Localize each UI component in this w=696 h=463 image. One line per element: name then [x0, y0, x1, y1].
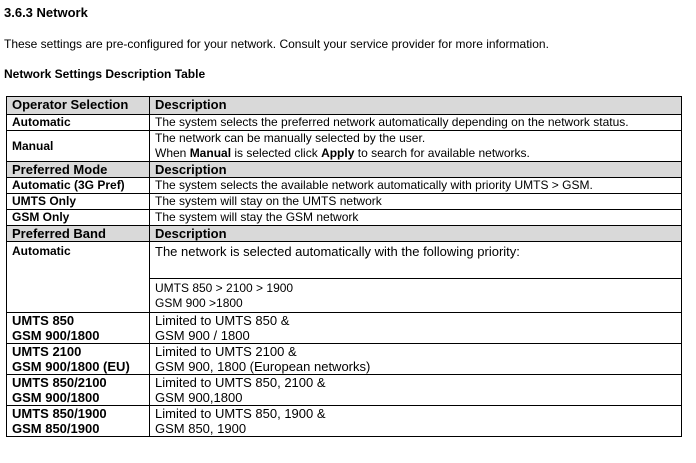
intro-text: These settings are pre-configured for your network. Consult your service provider for more information.	[4, 37, 549, 51]
header-cell: Preferred Mode	[7, 162, 150, 178]
header-cell: Description	[150, 226, 682, 242]
row-description	[150, 279, 682, 313]
preferred-mode-header-row	[7, 162, 682, 178]
header-cell: Operator Selection	[7, 97, 150, 115]
section-heading: 3.6.3 Network	[4, 5, 88, 20]
table-row	[7, 406, 682, 437]
row-label: Automatic	[7, 242, 150, 313]
table-row	[7, 194, 682, 210]
row-description: Limited to UMTS 2100 & GSM 900, 1800 (European networks)	[150, 344, 682, 375]
row-description	[150, 131, 682, 162]
network-settings-table	[6, 96, 682, 437]
table-row	[7, 375, 682, 406]
row-description: Limited to UMTS 850, 1900 & GSM 850, 1900	[150, 406, 682, 437]
row-description: The system selects the available network automatically with priority UMTS > GSM.	[150, 178, 682, 194]
row-label: Manual	[7, 131, 150, 162]
row-label: UMTS 850/2100 GSM 900/1800	[7, 375, 150, 406]
priority-line: GSM 900 >1800	[155, 296, 243, 310]
row-description: Limited to UMTS 850, 2100 & GSM 900,1800	[150, 375, 682, 406]
row-label: GSM Only	[7, 210, 150, 226]
operator-selection-header-row	[7, 97, 682, 115]
table-row	[7, 178, 682, 194]
row-description: The system will stay on the UMTS network	[150, 194, 682, 210]
row-description: The system selects the preferred network automatically depending on the network status.	[150, 115, 682, 131]
row-label: UMTS Only	[7, 194, 150, 210]
row-label: UMTS 850 GSM 900/1800	[7, 313, 150, 344]
header-cell: Description	[150, 162, 682, 178]
table-row	[7, 344, 682, 375]
row-label: Automatic (3G Pref)	[7, 178, 150, 194]
table-row	[7, 313, 682, 344]
row-label: UMTS 2100 GSM 900/1800 (EU)	[7, 344, 150, 375]
row-description: The network is selected automatically with the following priority:	[150, 242, 682, 279]
priority-line: UMTS 850 > 2100 > 1900	[155, 281, 294, 295]
description-line: The network can be manually selected by the user.	[155, 131, 426, 145]
header-cell: Preferred Band	[7, 226, 150, 242]
table-title: Network Settings Description Table	[4, 67, 206, 81]
row-label: UMTS 850/1900 GSM 850/1900	[7, 406, 150, 437]
row-description: The system will stay the GSM network	[150, 210, 682, 226]
row-description: Limited to UMTS 850 & GSM 900 / 1800	[150, 313, 682, 344]
header-cell: Description	[150, 97, 682, 115]
table-row	[7, 131, 682, 162]
table-row	[7, 115, 682, 131]
preferred-band-header-row	[7, 226, 682, 242]
description-line: When Manual is selected click Apply to search for available networks.	[155, 146, 530, 160]
table-row	[7, 210, 682, 226]
table-row	[7, 242, 682, 279]
row-label: Automatic	[7, 115, 150, 131]
